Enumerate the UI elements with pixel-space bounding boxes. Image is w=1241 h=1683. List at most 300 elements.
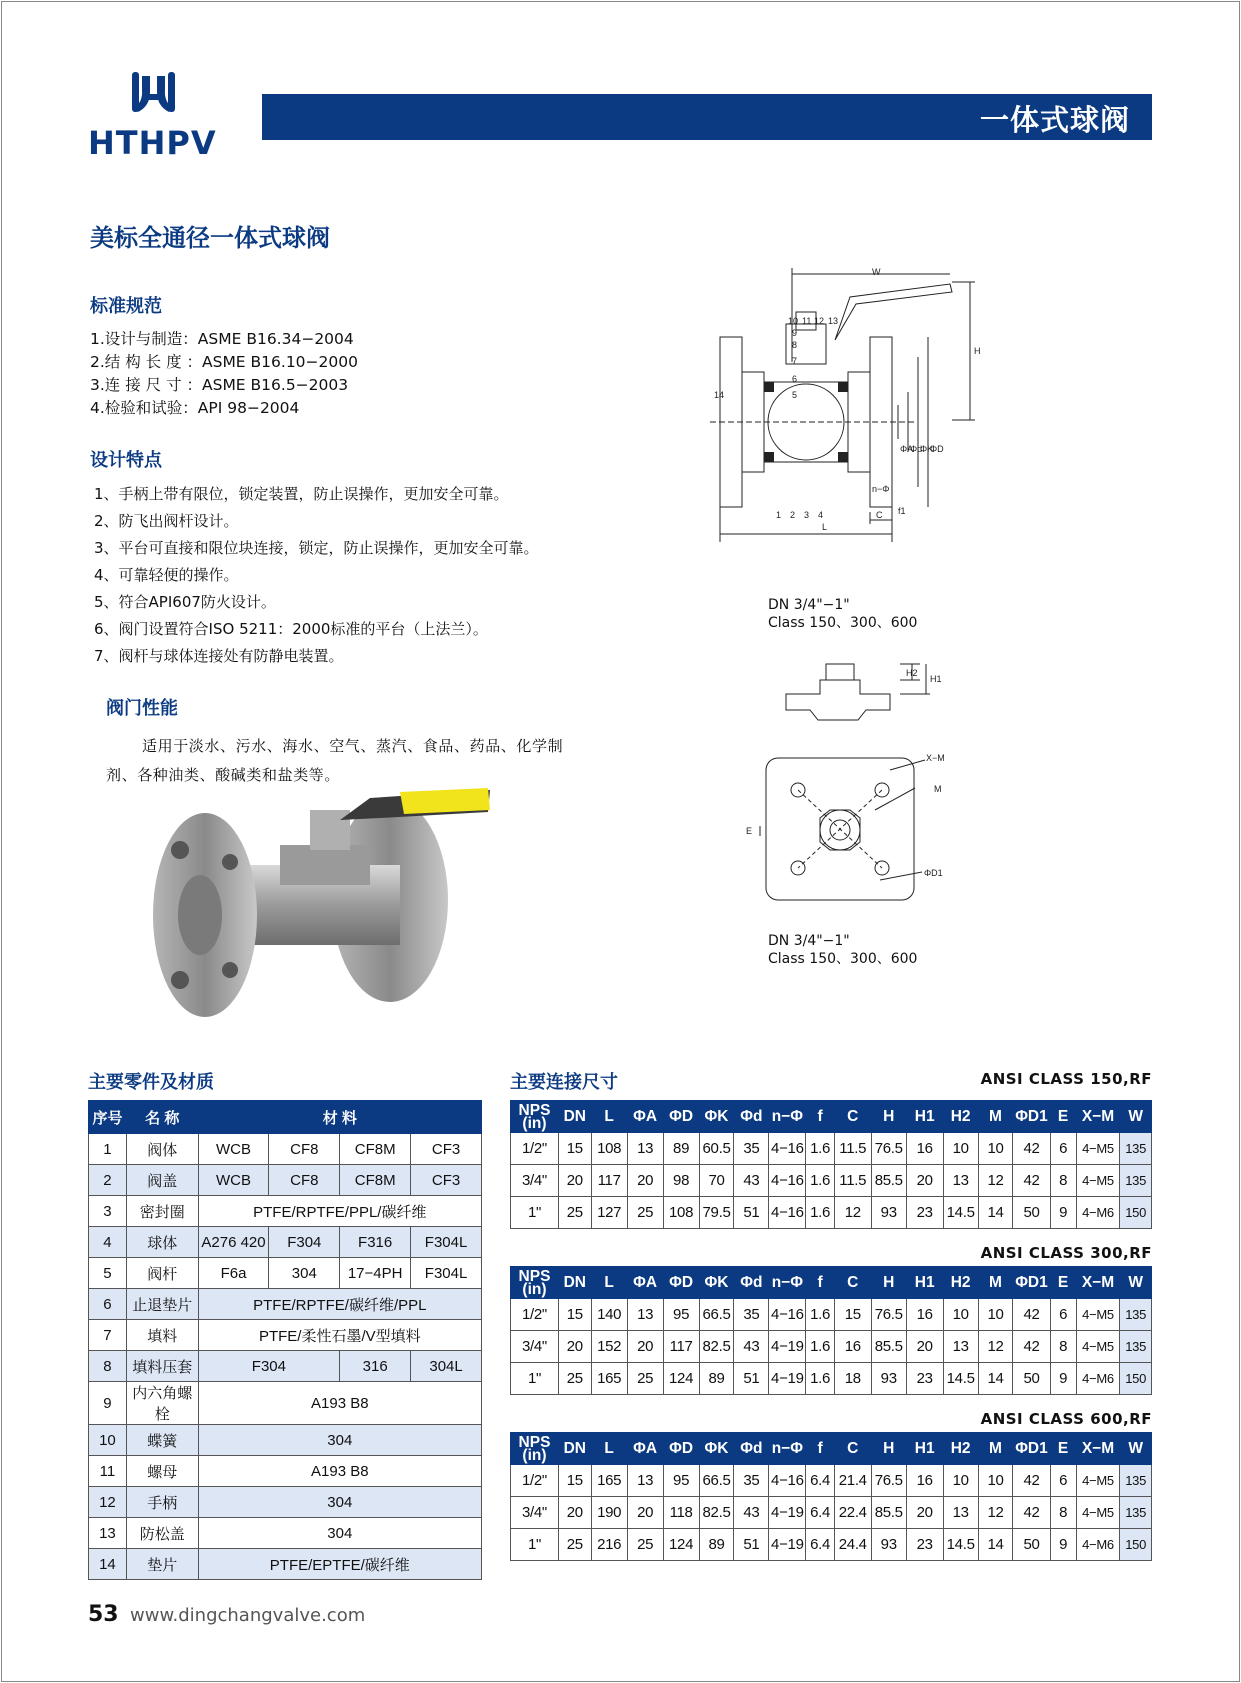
part-number: 3	[804, 510, 810, 520]
performance-line-2: 剂、各种油类、酸碱类和盐类等。	[106, 766, 341, 784]
part-number: 11	[802, 316, 812, 326]
table-cell: 150	[1120, 1197, 1152, 1229]
dim-label-m: M	[934, 784, 942, 794]
table-cell: 43	[734, 1497, 769, 1529]
part-name: 内六角螺栓	[126, 1382, 198, 1425]
table-row	[89, 1165, 482, 1196]
table-cell: 1.6	[806, 1165, 834, 1197]
table-cell: 1"	[511, 1363, 559, 1395]
table-cell: 10	[943, 1299, 978, 1331]
header-nps-top: NPS	[518, 1101, 551, 1119]
table-row	[89, 1518, 482, 1549]
table-cell: 95	[663, 1465, 699, 1497]
table-cell: 93	[871, 1197, 906, 1229]
part-no: 14	[89, 1549, 127, 1580]
column-header: X−M	[1076, 1433, 1120, 1465]
table-cell: 4−19	[769, 1363, 806, 1395]
table-row	[89, 1134, 482, 1165]
column-header: L	[591, 1433, 627, 1465]
column-header: M	[978, 1267, 1013, 1299]
diagram1-caption	[768, 596, 917, 632]
column-header: f	[806, 1101, 834, 1133]
part-name: 阀杆	[126, 1258, 198, 1289]
part-no: 6	[89, 1289, 127, 1320]
table-cell: 1/2"	[511, 1465, 559, 1497]
valve-section-drawing	[714, 262, 1060, 572]
part-material: F304L	[411, 1227, 482, 1258]
table-cell: 190	[591, 1497, 627, 1529]
table-cell: 4−M6	[1076, 1197, 1120, 1229]
table-cell: 4−16	[769, 1465, 806, 1497]
table-row	[511, 1133, 1152, 1165]
table-cell: 20	[627, 1497, 663, 1529]
table-cell: 118	[663, 1497, 699, 1529]
column-header: X−M	[1076, 1101, 1120, 1133]
table-cell: 4−19	[769, 1497, 806, 1529]
column-header: H	[871, 1267, 906, 1299]
table-cell: 10	[943, 1133, 978, 1165]
part-number: 6	[792, 374, 798, 384]
table-cell: 4−16	[769, 1165, 806, 1197]
table-cell: 135	[1120, 1133, 1152, 1165]
part-number: 8	[792, 340, 798, 350]
column-header: Φd	[734, 1433, 769, 1465]
part-material: CF3	[411, 1165, 482, 1196]
table-cell: 4−19	[769, 1529, 806, 1561]
table-cell: 117	[663, 1331, 699, 1363]
table-cell: 11.5	[834, 1133, 871, 1165]
table-cell: 25	[558, 1363, 591, 1395]
table-row	[89, 1196, 482, 1227]
table-cell: 4−M5	[1076, 1497, 1120, 1529]
table-cell: 25	[627, 1197, 663, 1229]
part-no: 4	[89, 1227, 127, 1258]
column-header: ΦD1	[1013, 1267, 1050, 1299]
table-cell: 4−M5	[1076, 1299, 1120, 1331]
column-header: DN	[558, 1267, 591, 1299]
column-header: W	[1120, 1433, 1152, 1465]
feature-item: 7、阀杆与球体连接处有防静电装置。	[94, 647, 344, 665]
part-name: 螺母	[126, 1456, 198, 1487]
part-material: PTFE/EPTFE/碳纤维	[198, 1549, 481, 1580]
column-header: Φd	[734, 1267, 769, 1299]
table-cell: 95	[663, 1299, 699, 1331]
table-cell: 12	[978, 1165, 1013, 1197]
table-cell: 3/4"	[511, 1331, 559, 1363]
table-cell: 20	[906, 1497, 943, 1529]
table-cell: 10	[978, 1465, 1013, 1497]
column-header: M	[978, 1101, 1013, 1133]
dim-label-phi-k: ΦK	[920, 444, 934, 454]
part-material: WCB	[198, 1165, 269, 1196]
part-material: 17−4PH	[340, 1258, 411, 1289]
column-header: ΦD	[663, 1433, 699, 1465]
table-row	[89, 1382, 482, 1425]
class-label: ANSI CLASS 150,RF	[980, 1070, 1152, 1088]
table-cell: 66.5	[699, 1465, 734, 1497]
part-name: 密封圈	[126, 1196, 198, 1227]
table-cell: 25	[627, 1529, 663, 1561]
table-cell: 50	[1013, 1197, 1050, 1229]
column-header: E	[1050, 1101, 1076, 1133]
table-cell: 16	[834, 1331, 871, 1363]
column-header: H1	[906, 1433, 943, 1465]
table-cell: 35	[734, 1299, 769, 1331]
column-header: H1	[906, 1101, 943, 1133]
table-cell: 4−16	[769, 1197, 806, 1229]
class-label: ANSI CLASS 600,RF	[980, 1410, 1152, 1428]
table-row	[89, 1351, 482, 1382]
class-label: ANSI CLASS 300,RF	[980, 1244, 1152, 1262]
table-cell: 6	[1050, 1465, 1076, 1497]
performance-line-1: 适用于淡水、污水、海水、空气、蒸汽、食品、药品、化学制	[142, 737, 564, 755]
column-header: DN	[558, 1101, 591, 1133]
table-cell: 20	[906, 1165, 943, 1197]
table-cell: 15	[558, 1299, 591, 1331]
table-cell: 10	[978, 1299, 1013, 1331]
table-cell: 23	[906, 1363, 943, 1395]
table-cell: 20	[906, 1331, 943, 1363]
part-number: 7	[792, 356, 798, 366]
table-cell: 42	[1013, 1133, 1050, 1165]
standard-item: 4.检验和试验：API 98−2004	[90, 399, 300, 417]
table-cell: 108	[663, 1197, 699, 1229]
part-material: 304	[198, 1518, 481, 1549]
mounting-pad-drawing	[740, 650, 990, 920]
column-header: W	[1120, 1267, 1152, 1299]
dim-label-d1: ΦD1	[924, 868, 943, 878]
feature-item: 6、阀门设置符合ISO 5211：2000标准的平台（上法兰）。	[94, 620, 488, 638]
table-cell: 4−19	[769, 1331, 806, 1363]
standard-item: 1.设计与制造：ASME B16.34−2004	[90, 330, 354, 348]
table-row	[511, 1331, 1152, 1363]
part-number: 9	[792, 328, 798, 338]
mounting-pad-icon	[740, 650, 990, 920]
header-no: 序号	[89, 1101, 127, 1134]
table-cell: 15	[558, 1465, 591, 1497]
product-title: 美标全通径一体式球阀	[90, 224, 330, 252]
logo-text: HTHPV	[88, 124, 217, 162]
column-header: n−Φ	[769, 1433, 806, 1465]
page-number: 53	[88, 1602, 119, 1627]
table-cell: 50	[1013, 1363, 1050, 1395]
part-no: 10	[89, 1425, 127, 1456]
part-material: WCB	[198, 1134, 269, 1165]
table-cell: 20	[627, 1165, 663, 1197]
column-header: W	[1120, 1101, 1152, 1133]
column-header: L	[591, 1267, 627, 1299]
table-cell: 11.5	[834, 1165, 871, 1197]
table-cell: 152	[591, 1331, 627, 1363]
part-material: F304	[198, 1351, 340, 1382]
table-cell: 25	[627, 1363, 663, 1395]
part-no: 3	[89, 1196, 127, 1227]
table-cell: 66.5	[699, 1299, 734, 1331]
table-cell: 14.5	[943, 1363, 978, 1395]
table-cell: 13	[627, 1133, 663, 1165]
table-cell: 1.6	[806, 1299, 834, 1331]
table-cell: 1.6	[806, 1331, 834, 1363]
part-name: 蝶簧	[126, 1425, 198, 1456]
ball-valve-photo-icon	[150, 790, 510, 1020]
part-material: F316	[340, 1227, 411, 1258]
table-cell: 82.5	[699, 1331, 734, 1363]
table-cell: 16	[906, 1299, 943, 1331]
part-name: 球体	[126, 1227, 198, 1258]
table-cell: 14	[978, 1197, 1013, 1229]
dim-label-h: H	[974, 346, 981, 356]
part-number: 14	[714, 390, 725, 400]
column-header: ΦK	[699, 1101, 734, 1133]
column-header: n−Φ	[769, 1101, 806, 1133]
table-cell: 4−M5	[1076, 1133, 1120, 1165]
part-name: 防松盖	[126, 1518, 198, 1549]
dim-label-l: L	[822, 522, 828, 532]
table-cell: 135	[1120, 1299, 1152, 1331]
part-number: 4	[818, 510, 824, 520]
dim-label-f1: f1	[898, 506, 906, 516]
table-row	[511, 1165, 1152, 1197]
part-number: 10	[788, 316, 799, 326]
part-material: CF8M	[340, 1134, 411, 1165]
caption-line: Class 150、300、600	[768, 951, 918, 967]
table-cell: 1"	[511, 1197, 559, 1229]
table-cell: 70	[699, 1165, 734, 1197]
column-header: Φd	[734, 1101, 769, 1133]
part-number: 1	[776, 510, 782, 520]
table-cell: 43	[734, 1165, 769, 1197]
header-nps-bottom: (in)	[522, 1114, 547, 1132]
table-cell: 12	[834, 1197, 871, 1229]
table-cell: 79.5	[699, 1197, 734, 1229]
table-cell: 216	[591, 1529, 627, 1561]
part-material: 304	[269, 1258, 340, 1289]
table-cell: 13	[943, 1165, 978, 1197]
part-material: F304	[269, 1227, 340, 1258]
table-cell: 4−M5	[1076, 1331, 1120, 1363]
table-cell: 150	[1120, 1363, 1152, 1395]
table-cell: 15	[834, 1299, 871, 1331]
standard-item: 3.连 接 尺 寸 ：ASME B16.5−2003	[90, 376, 349, 394]
part-material: A193 B8	[198, 1456, 481, 1487]
table-cell: 165	[591, 1465, 627, 1497]
column-header: H1	[906, 1267, 943, 1299]
dim-label-x-m: X−M	[926, 753, 945, 763]
column-header: H2	[943, 1267, 978, 1299]
table-cell: 24.4	[834, 1529, 871, 1561]
table-cell: 10	[943, 1465, 978, 1497]
column-header: H	[871, 1101, 906, 1133]
table-row	[511, 1465, 1152, 1497]
table-cell: 21.4	[834, 1465, 871, 1497]
column-header: DN	[558, 1433, 591, 1465]
header-nps-top: NPS	[518, 1433, 551, 1451]
dimension-table	[510, 1432, 1152, 1561]
part-material: CF8	[269, 1134, 340, 1165]
table-cell: 51	[734, 1363, 769, 1395]
performance-heading: 阀门性能	[106, 698, 178, 719]
features-heading: 设计特点	[90, 450, 162, 471]
part-no: 11	[89, 1456, 127, 1487]
table-cell: 82.5	[699, 1497, 734, 1529]
header-nps	[511, 1433, 559, 1465]
feature-item: 5、符合API607防火设计。	[94, 593, 276, 611]
header-nps-top: NPS	[518, 1267, 551, 1285]
table-cell: 51	[734, 1197, 769, 1229]
part-name: 垫片	[126, 1549, 198, 1580]
part-material: CF3	[411, 1134, 482, 1165]
table-cell: 12	[978, 1497, 1013, 1529]
table-cell: 89	[699, 1363, 734, 1395]
standard-item: 2.结 构 长 度 ：ASME B16.10−2000	[90, 353, 358, 371]
table-row	[511, 1529, 1152, 1561]
part-name: 手柄	[126, 1487, 198, 1518]
column-header: f	[806, 1267, 834, 1299]
table-cell: 14.5	[943, 1529, 978, 1561]
column-header: ΦD1	[1013, 1433, 1050, 1465]
table-cell: 85.5	[871, 1165, 906, 1197]
table-cell: 1.6	[806, 1363, 834, 1395]
table-cell: 93	[871, 1363, 906, 1395]
part-material: PTFE/柔性石墨/V型填料	[198, 1320, 481, 1351]
table-cell: 13	[943, 1331, 978, 1363]
part-no: 8	[89, 1351, 127, 1382]
column-header: ΦA	[627, 1433, 663, 1465]
table-cell: 117	[591, 1165, 627, 1197]
table-cell: 4−M5	[1076, 1165, 1120, 1197]
table-cell: 98	[663, 1165, 699, 1197]
table-row	[89, 1425, 482, 1456]
column-header: C	[834, 1101, 871, 1133]
table-cell: 20	[558, 1165, 591, 1197]
part-material: F304L	[411, 1258, 482, 1289]
table-cell: 135	[1120, 1331, 1152, 1363]
product-photo	[150, 790, 510, 1020]
part-name: 止退垫片	[126, 1289, 198, 1320]
part-material: PTFE/RPTFE/碳纤维/PPL	[198, 1289, 481, 1320]
table-row	[511, 1363, 1152, 1395]
table-cell: 76.5	[871, 1465, 906, 1497]
table-cell: 3/4"	[511, 1165, 559, 1197]
table-cell: 6	[1050, 1133, 1076, 1165]
column-header: L	[591, 1101, 627, 1133]
column-header: ΦA	[627, 1267, 663, 1299]
parts-table-title: 主要零件及材质	[88, 1072, 214, 1093]
header-nps	[511, 1101, 559, 1133]
part-no: 9	[89, 1382, 127, 1425]
column-header: E	[1050, 1267, 1076, 1299]
table-cell: 4−16	[769, 1299, 806, 1331]
table-cell: 16	[906, 1465, 943, 1497]
table-cell: 4−M5	[1076, 1465, 1120, 1497]
part-material: 316	[340, 1351, 411, 1382]
column-header: f	[806, 1433, 834, 1465]
table-cell: 50	[1013, 1529, 1050, 1561]
column-header: H2	[943, 1101, 978, 1133]
header-banner	[262, 94, 1152, 140]
table-cell: 13	[627, 1465, 663, 1497]
table-cell: 165	[591, 1363, 627, 1395]
table-cell: 42	[1013, 1465, 1050, 1497]
table-cell: 1.6	[806, 1133, 834, 1165]
column-header: C	[834, 1267, 871, 1299]
table-cell: 22.4	[834, 1497, 871, 1529]
table-cell: 150	[1120, 1529, 1152, 1561]
standards-heading: 标准规范	[90, 296, 162, 317]
table-cell: 6	[1050, 1299, 1076, 1331]
table-cell: 14.5	[943, 1197, 978, 1229]
table-cell: 42	[1013, 1165, 1050, 1197]
feature-item: 3、平台可直接和限位块连接，锁定，防止误操作，更加安全可靠。	[94, 539, 539, 557]
table-row	[511, 1197, 1152, 1229]
table-cell: 42	[1013, 1299, 1050, 1331]
header-nps	[511, 1267, 559, 1299]
table-cell: 15	[558, 1133, 591, 1165]
table-row	[89, 1487, 482, 1518]
table-cell: 6.4	[806, 1465, 834, 1497]
table-cell: 12	[978, 1331, 1013, 1363]
header-name: 名 称	[126, 1101, 198, 1134]
dim-label-phi-a: ΦA	[900, 444, 914, 454]
website-url[interactable]: www.dingchangvalve.com	[130, 1605, 366, 1626]
table-cell: 124	[663, 1363, 699, 1395]
table-cell: 8	[1050, 1165, 1076, 1197]
table-cell: 8	[1050, 1331, 1076, 1363]
table-cell: 89	[699, 1529, 734, 1561]
table-row	[511, 1497, 1152, 1529]
table-cell: 60.5	[699, 1133, 734, 1165]
dim-label-h2: H2	[906, 668, 918, 678]
table-cell: 135	[1120, 1497, 1152, 1529]
column-header: n−Φ	[769, 1267, 806, 1299]
part-material: A276 420	[198, 1227, 269, 1258]
table-row	[89, 1456, 482, 1487]
column-header: ΦK	[699, 1267, 734, 1299]
column-header: M	[978, 1433, 1013, 1465]
table-cell: 23	[906, 1197, 943, 1229]
dim-label-w: W	[872, 267, 881, 277]
table-cell: 9	[1050, 1529, 1076, 1561]
table-cell: 20	[558, 1331, 591, 1363]
table-cell: 51	[734, 1529, 769, 1561]
table-row	[89, 1549, 482, 1580]
table-row	[89, 1289, 482, 1320]
table-cell: 4−M6	[1076, 1363, 1120, 1395]
part-material: PTFE/RPTFE/PPL/碳纤维	[198, 1196, 481, 1227]
part-no: 5	[89, 1258, 127, 1289]
part-name: 阀体	[126, 1134, 198, 1165]
standards-list	[90, 328, 358, 420]
table-cell: 76.5	[871, 1299, 906, 1331]
table-cell: 42	[1013, 1497, 1050, 1529]
table-row	[89, 1320, 482, 1351]
table-cell: 16	[906, 1133, 943, 1165]
part-name: 阀盖	[126, 1165, 198, 1196]
part-material: 304L	[411, 1351, 482, 1382]
part-name: 填料	[126, 1320, 198, 1351]
table-cell: 13	[943, 1497, 978, 1529]
table-row	[89, 1227, 482, 1258]
column-header: C	[834, 1433, 871, 1465]
table-cell: 35	[734, 1133, 769, 1165]
table-cell: 1/2"	[511, 1299, 559, 1331]
column-header: ΦD1	[1013, 1101, 1050, 1133]
part-no: 13	[89, 1518, 127, 1549]
table-cell: 43	[734, 1331, 769, 1363]
part-material: CF8	[269, 1165, 340, 1196]
table-cell: 14	[978, 1363, 1013, 1395]
table-cell: 42	[1013, 1331, 1050, 1363]
